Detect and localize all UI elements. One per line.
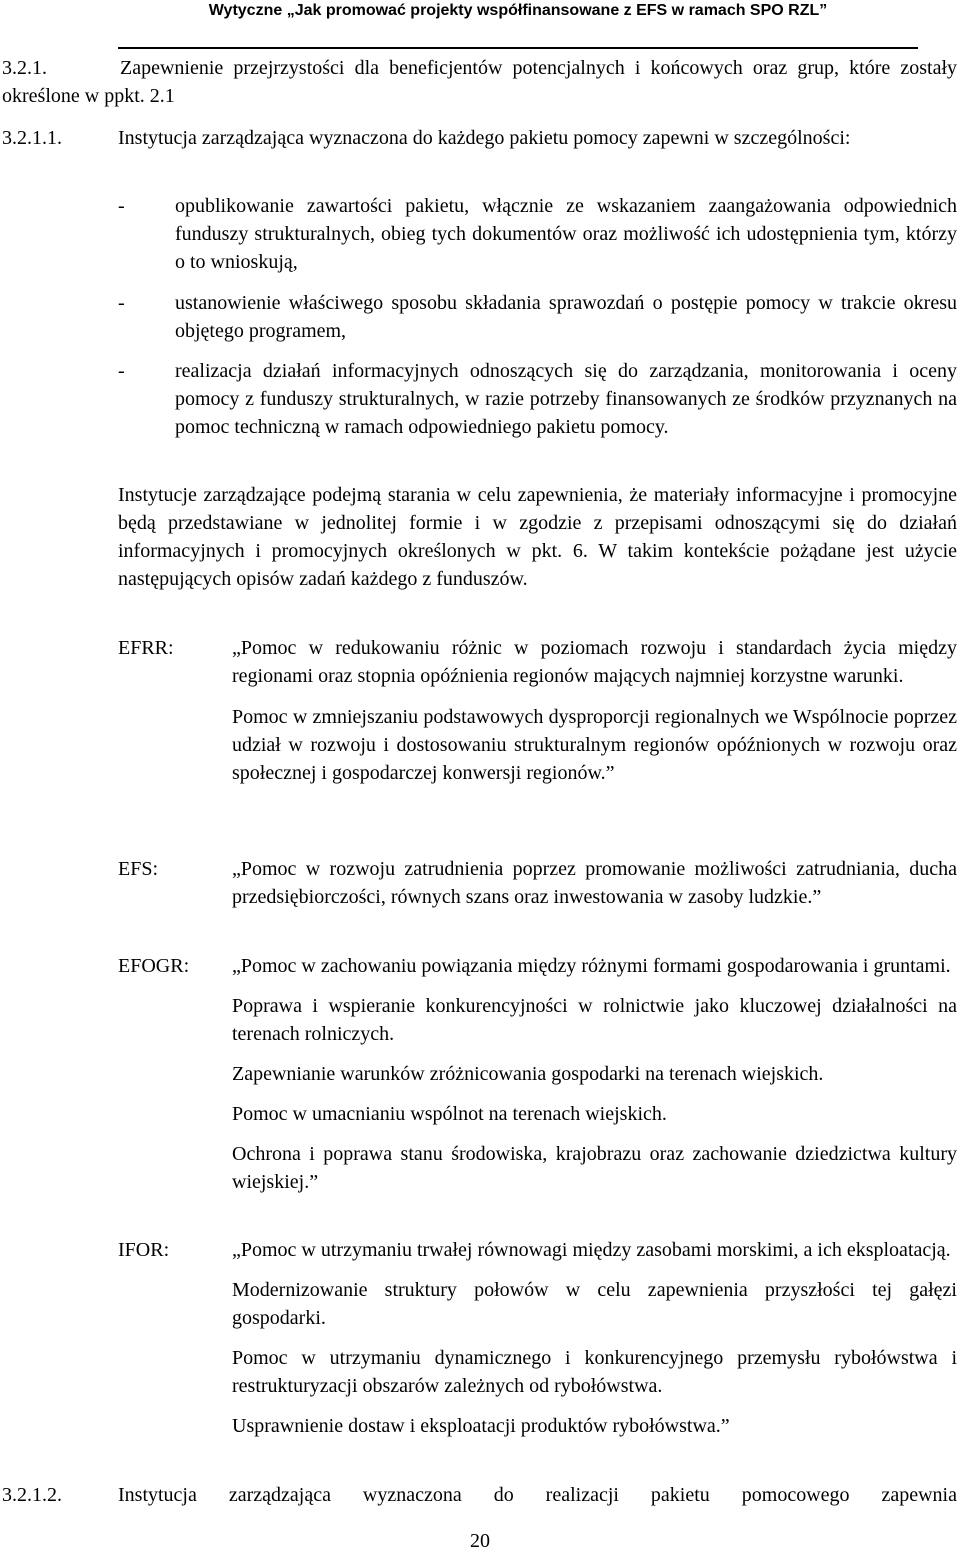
list-item	[118, 289, 957, 345]
list-item-text: realizacja działań informacyjnych odnoszących się do zarządzania, monitorowania i oceny pomocy z funduszy strukturalnych, w razie potrzeby finansowanych ze środków przyznanych na pomoc techniczną w ramach odpowiedniego pakietu pomocy.	[175, 360, 957, 438]
section-number: 3.2.1.1.	[2, 127, 62, 149]
fund-paragraph: „Pomoc w zachowaniu powiązania między różnymi formami gospodarowania i gruntami.	[232, 955, 951, 977]
section-intro: Instytucja zarządzająca wyznaczona do każdego pakietu pomocy zapewni w szczególności:	[118, 127, 851, 149]
fund-label: EFRR:	[118, 637, 174, 659]
fund-paragraph: Pomoc w zmniejszaniu podstawowych dysproporcji regionalnych we Wspólnocie poprzez udział w rozwoju i dostosowaniu strukturalnym regionów opóźnionych w rozwoju oraz społecznej i gospodarczej konwersji regionów.”	[232, 706, 957, 784]
fund-paragraph: Poprawa i wspieranie konkurencyjności w rolnictwie jako kluczowej działalności na terenach rolniczych.	[232, 995, 957, 1045]
list-dash: -	[118, 292, 125, 314]
fund-ifor	[118, 1236, 957, 1440]
fund-paragraph: „Pomoc w utrzymaniu trwałej równowagi między zasobami morskimi, a ich eksploatacją.	[232, 1239, 951, 1261]
section-text: Instytucja zarządzająca wyznaczona do realizacji pakietu pomocowego zapewnia	[118, 1484, 957, 1506]
fund-paragraph: „Pomoc w redukowaniu różnic w poziomach rozwoju i standardach życia między regionami oraz stopnia opóźnienia regionów mających najmniej korzystne warunki.	[232, 637, 957, 687]
fund-paragraph: Pomoc w utrzymaniu dynamicznego i konkurencyjnego przemysłu rybołówstwa i restrukturyzacji obszarów zależnych od rybołówstwa.	[232, 1347, 957, 1397]
list-dash: -	[118, 360, 125, 382]
fund-paragraph: Usprawnienie dostaw i eksploatacji produktów rybołówstwa.”	[232, 1415, 730, 1437]
fund-label: IFOR:	[118, 1239, 170, 1261]
list-item-text: opublikowanie zawartości pakietu, włącznie ze wskazaniem zaangażowania odpowiednich funduszy strukturalnych, obieg tych dokumentów oraz możliwość ich udostępnienia tym, którzy o to wnioskują,	[175, 195, 957, 273]
fund-paragraph: Modernizowanie struktury połowów w celu zapewnienia przyszłości tej gałęzi gospodarki.	[232, 1279, 957, 1329]
fund-label: EFOGR:	[118, 955, 190, 977]
fund-paragraph: „Pomoc w rozwoju zatrudnienia poprzez promowanie możliwości zatrudniania, ducha przedsiębiorczości, równych szans oraz inwestowania w zasoby ludzkie.”	[232, 858, 957, 908]
section-number: 3.2.1.2.	[2, 1484, 62, 1506]
fund-efogr	[118, 952, 957, 1196]
running-header: Wytyczne „Jak promować projekty współfinansowane z EFS w ramach SPO RZL”	[208, 2, 828, 19]
fund-paragraph: Pomoc w umacnianiu wspólnot na terenach wiejskich.	[232, 1103, 667, 1125]
fund-efs	[118, 855, 957, 911]
header-rule	[118, 47, 918, 49]
fund-label: EFS:	[118, 858, 159, 880]
body-paragraph: Instytucje zarządzające podejmą starania w celu zapewnienia, że materiały informacyjne i promocyjne będą przedstawiane w jednolitej formie i w zgodzie z przepisami odnoszącymi się do działań informacyjnych i promocyjnych określonych w pkt. 6. W takim kontekście pożądane jest użycie następujących opisów zadań każdego z funduszów.	[118, 484, 957, 590]
list-item	[118, 192, 957, 276]
list-item	[118, 357, 957, 441]
fund-paragraph: Zapewnianie warunków zróżnicowania gospodarki na terenach wiejskich.	[232, 1063, 824, 1085]
section-number: 3.2.1.	[2, 57, 47, 79]
list-dash: -	[118, 195, 125, 217]
section-title: Zapewnienie przejrzystości dla beneficjentów potencjalnych i końcowych oraz grup, które zostały określone w ppkt. 2.1	[2, 57, 957, 107]
fund-paragraph: Ochrona i poprawa stanu środowiska, krajobrazu oraz zachowanie dziedzictwa kultury wiejskiej.”	[232, 1143, 957, 1193]
list-item-text: ustanowienie właściwego sposobu składania sprawozdań o postępie pomocy w trakcie okresu objętego programem,	[175, 292, 957, 342]
fund-efrr	[118, 634, 957, 787]
page-number: 20	[470, 1530, 490, 1552]
